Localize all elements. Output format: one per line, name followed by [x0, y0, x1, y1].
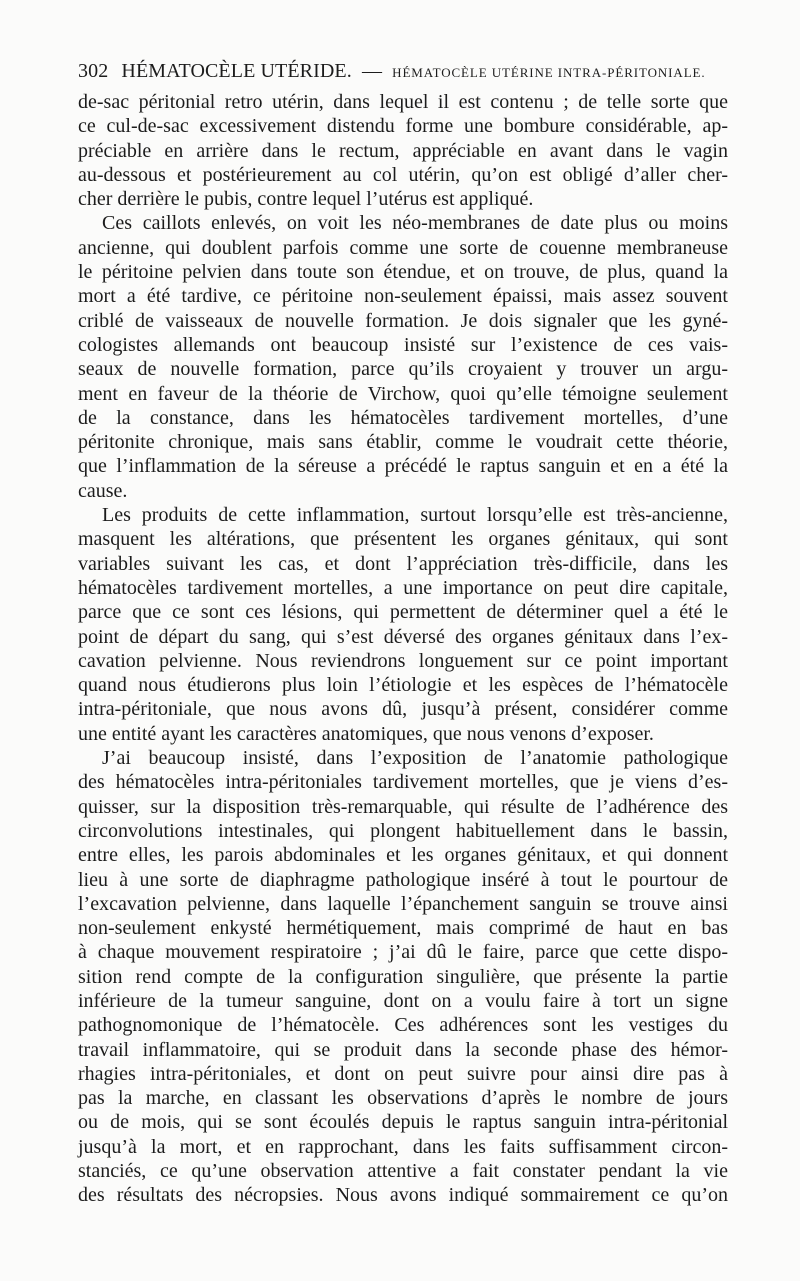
text-line: cher derrière le pubis, contre lequel l’utérus est appliqué.: [78, 188, 534, 211]
text-line: ancienne, qui doublent parfois comme une sorte de couenne membraneuse: [78, 236, 728, 259]
text-line: jusqu’à la mort, et en rapprochant, dans les faits suffisamment circon-: [78, 1135, 728, 1158]
text-line: des résultats des nécropsies. Nous avons indiqué sommairement ce qu’on: [78, 1184, 728, 1207]
paragraph: [78, 746, 728, 1208]
text-line: de-sac péritonial retro utérin, dans lequel il est contenu ; de telle sorte que: [78, 91, 728, 113]
header-dash: —: [361, 60, 383, 82]
text-line: ou de mois, qui se sont écoulés depuis le raptus sanguin intra-péritonial: [78, 1111, 728, 1134]
text-line: pas la marche, en classant les observations d’après le nombre de jours: [78, 1087, 728, 1110]
running-title: HÉMATOCÈLE UTÉRIDE.: [121, 60, 352, 82]
text-line: que l’inflammation de la séreuse a précédé le raptus sanguin et en a été la: [78, 455, 728, 478]
text-line: le péritoine pelvien dans toute son étendue, et on trouve, de plus, quand la: [78, 261, 728, 284]
text-line: cause.: [78, 479, 128, 502]
text-line: hématocèles tardivement mortelles, a une importance on peut dire capitale,: [78, 576, 728, 599]
running-subtitle: HÉMATOCÈLE UTÉRINE INTRA-PÉRITONIALE.: [392, 65, 706, 80]
text-line: Les produits de cette inflammation, surtout lorsqu’elle est très-ancienne,: [102, 504, 728, 527]
text-line: péritonite chronique, mais sans établir, comme le voudrait cette théorie,: [78, 431, 728, 454]
text-line: point de départ du sang, qui s’est déversé des organes génitaux dans l’ex-: [78, 625, 728, 648]
text-line: non-seulement enkysté hermétiquement, mais comprimé de haut en bas: [78, 917, 728, 940]
text-line: stanciés, ce qu’une observation attentive a fait constater pendant la vie: [78, 1160, 728, 1183]
text-line: pathognomonique de l’hématocèle. Ces adhérences sont les vestiges du: [78, 1014, 728, 1037]
text-line: variables suivant les cas, et dont l’appréciation très-difficile, dans les: [78, 552, 728, 575]
paragraph: [78, 211, 728, 503]
text-line: des hématocèles intra-péritoniales tardivement mortelles, que je viens d’es-: [78, 771, 728, 794]
text-line: masquent les altérations, que présentent les organes génitaux, qui sont: [78, 528, 728, 551]
text-line: une entité ayant les caractères anatomiques, que nous venons d’exposer.: [78, 722, 654, 745]
paragraph: [78, 90, 728, 211]
text-line: seaux de nouvelle formation, parce qu’ils croyaient y trouver un argu-: [78, 358, 728, 381]
text-line: lieu à une sorte de diaphragme pathologique inséré à tout le pourtour de: [78, 868, 728, 891]
page-number: 302: [78, 60, 109, 82]
running-header: [78, 58, 728, 86]
text-line: J’ai beaucoup insisté, dans l’exposition de l’anatomie pathologique: [102, 747, 728, 770]
text-line: entre elles, les parois abdominales et les organes génitaux, et qui donnent: [78, 844, 728, 867]
text-line: circonvolutions intestinales, qui plongent habituellement dans le bassin,: [78, 819, 728, 842]
body-text: [78, 90, 728, 1208]
text-line: de la constance, dans les hématocèles tardivement mortelles, d’une: [78, 406, 728, 429]
text-line: cavation pelvienne. Nous reviendrons longuement sur ce point important: [78, 649, 728, 672]
text-line: cologistes allemands ont beaucoup insisté sur l’existence de ces vais-: [78, 333, 728, 356]
text-line: rhagies intra-péritoniales, et dont on peut suivre pour ainsi dire pas à: [78, 1062, 728, 1085]
text-line: inférieure de la tumeur sanguine, dont on a voulu faire à tort un signe: [78, 989, 728, 1012]
text-line: travail inflammatoire, qui se produit dans la seconde phase des hémor-: [78, 1038, 728, 1061]
text-line: à chaque mouvement respiratoire ; j’ai dû le faire, parce que cette dispo-: [78, 941, 728, 964]
paragraph: [78, 503, 728, 746]
text-line: ce cul-de-sac excessivement distendu forme une bombure considérable, ap-: [78, 115, 728, 138]
text-line: intra-péritoniale, que nous avons dû, jusqu’à présent, considérer comme: [78, 698, 728, 721]
text-line: quisser, sur la disposition très-remarquable, qui résulte de l’adhérence des: [78, 795, 728, 818]
text-line: sition rend compte de la configuration singulière, que présente la partie: [78, 965, 728, 988]
text-line: criblé de vaisseaux de nouvelle formation. Je dois signaler que les gyné-: [78, 309, 728, 332]
text-line: ment en faveur de la théorie de Virchow, quoi qu’elle témoigne seulement: [78, 382, 728, 405]
text-line: l’excavation pelvienne, dans laquelle l’épanchement sanguin se trouve ainsi: [78, 892, 728, 915]
text-line: parce que ce sont ces lésions, qui permettent de déterminer quel a été le: [78, 601, 728, 624]
text-line: préciable en arrière dans le rectum, appréciable en avant dans le vagin: [78, 139, 728, 162]
text-line: mort a été tardive, ce péritoine non-seulement épaissi, mais assez souvent: [78, 285, 728, 308]
text-line: au-dessous et postérieurement au col utérin, qu’on est obligé d’aller cher-: [78, 163, 728, 186]
text-line: Ces caillots enlevés, on voit les néo-membranes de date plus ou moins: [102, 212, 728, 235]
text-line: quand nous étudierons plus loin l’étiologie et les espèces de l’hématocèle: [78, 674, 728, 697]
